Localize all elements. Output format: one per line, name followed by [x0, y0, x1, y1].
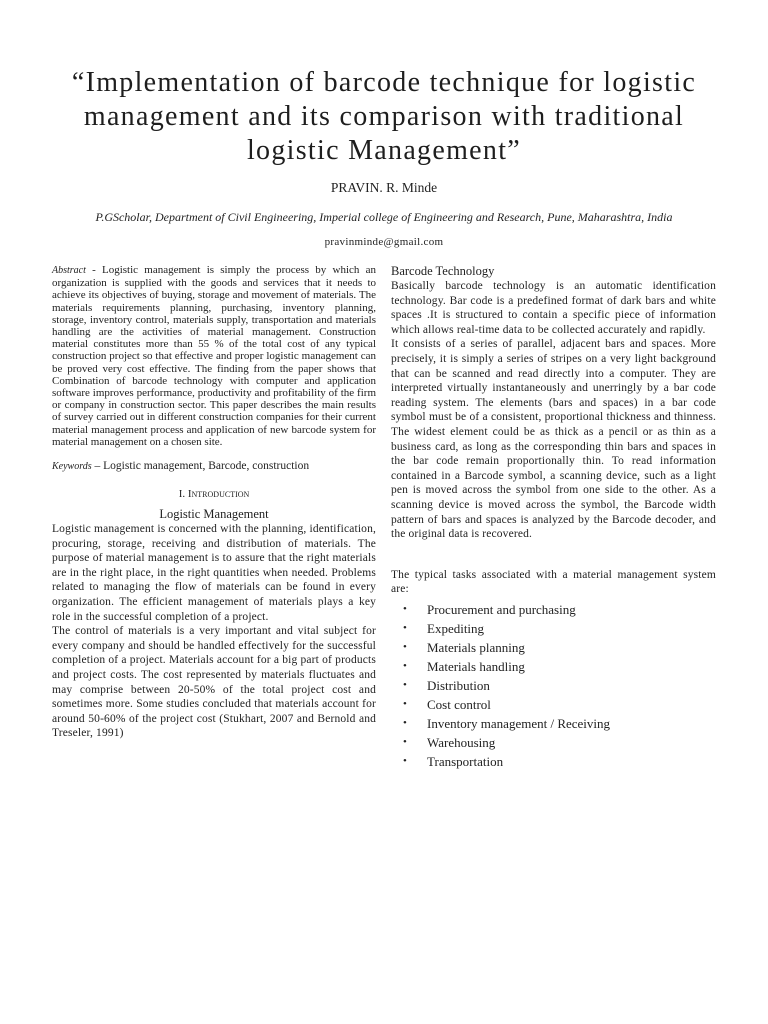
abstract-text: - Logistic management is simply the process by which an organization is supplied with the goods and services that it needs to achieve its objectives of buying, storage and movement of materials. The materials requirements planning, purchasing, inventory planning, storage, inventory control, materials supply, transportation and materials handling are the activities of material management. Construction material constitutes more than 55 % of the total cost of any typical construction project so that effective and proper logistic management can be proved very cost effective. The finding from the paper shows that Combination of barcode technology with computer and application software improves performance, productivity and profitability of the firm or company in construction sector. This paper describes the main results of survey carried out in different construction companies for their current material management process and application of new barcode system for material management on a chosen site. — [52, 264, 376, 448]
keywords — [52, 460, 376, 472]
section-title: Introduction — [187, 488, 250, 501]
list-item — [391, 714, 716, 733]
bullet-icon: • — [403, 659, 407, 672]
list-item-text: Transportation — [427, 753, 504, 769]
bullet-icon: • — [403, 678, 407, 691]
right-column — [391, 264, 716, 771]
keywords-label: Keywords — [52, 461, 92, 473]
list-item — [391, 733, 716, 752]
barcode-technology-heading: Barcode Technology — [391, 264, 495, 278]
list-item — [391, 676, 716, 695]
list-item — [391, 695, 716, 714]
barcode-paragraph-1: Basically barcode technology is an automatic identification technology. Bar code is a predefined format of dark bars and white spaces .It is structured to contain a specific piece of information which allows real-time data to be collected accurately and rapidly. — [391, 280, 716, 336]
left-column — [52, 264, 376, 741]
list-item-text: Warehousing — [427, 734, 496, 750]
list-item-text: Distribution — [427, 677, 490, 693]
abstract — [52, 264, 376, 448]
author-affiliation: P.GScholar, Department of Civil Engineering, Imperial college of Engineering and Research, Pune, Maharashtra, India — [95, 210, 673, 224]
intro-paragraph-2: The control of materials is a very important and vital subject for every company and should be handled effectively for the successful completion of a project. Materials account for a big part of products and project costs. The cost represented by materials fluctuates and may comprise between 20-50% of the total project cost and sometimes more. Some studies concluded that materials account for around 50-60% of the project cost (Stukhart, 2007 and Bernold and Treseler, 1991) — [52, 625, 376, 740]
intro-paragraph-1: Logistic management is concerned with the planning, identification, procuring, storage, receiving and distribution of materials. The purpose of material management is to assure that the right materials are in the right place, in the right quantities when needed. Problems related to managing the flow of materials can be found in every organization. The efficient management of materials plays a key role in the successful completion of a project. — [52, 523, 376, 623]
section-number: I. — [178, 488, 186, 501]
author-name: PRAVIN. R. Minde — [330, 180, 438, 195]
task-list — [391, 600, 716, 771]
barcode-paragraph-2: It consists of a series of parallel, adjacent bars and spaces. More precisely, it is simply a series of stripes on a very light background that can be scanned and read directly into a computer. They are interpreted virtually instantaneously and unerringly by a bar code reading system. The elements (bars and spaces) in a bar code symbol must be of a consistent, proportional thickness and thinness. The widest element could be as thick as a pencil or as thin as a business card, as long as the corresponding thin bars and spaces in the bar code remain proportionally thin. To read information contained in a Barcode symbol, a scanning device, such as a light pen is moved across the symbol from one side to the other. As a scanning device is moved across the symbol, the Barcode width pattern of bars and spaces is analyzed by the Barcode decoder, and the original data is recovered. — [391, 338, 716, 541]
subheading-logistic-management: Logistic Management — [159, 507, 269, 522]
list-item — [391, 657, 716, 676]
bullet-icon: • — [403, 735, 407, 748]
bullet-icon: • — [403, 697, 407, 710]
list-item-text: Inventory management / Receiving — [427, 715, 611, 731]
list-item — [391, 600, 716, 619]
list-item-text: Expediting — [427, 620, 485, 636]
list-item — [391, 619, 716, 638]
bullet-icon: • — [403, 621, 407, 634]
abstract-label: Abstract — [52, 265, 86, 276]
bullet-icon: • — [403, 716, 407, 729]
tasks-intro: The typical tasks associated with a material management system are: — [391, 568, 716, 596]
section-heading-introduction — [52, 488, 376, 500]
bullet-icon: • — [403, 640, 407, 653]
list-item — [391, 752, 716, 771]
list-item-text: Procurement and purchasing — [427, 601, 576, 617]
list-item-text: Cost control — [427, 696, 491, 712]
paper-title: “Implementation of barcode technique for logistic management and its comparison with traditional logistic Management” — [71, 67, 697, 166]
list-item — [391, 638, 716, 657]
list-item-text: Materials handling — [427, 658, 525, 674]
list-item-text: Materials planning — [427, 639, 525, 655]
bullet-icon: • — [403, 754, 407, 767]
keywords-text: – Logistic management, Barcode, construction — [91, 460, 310, 473]
bullet-icon: • — [403, 602, 407, 615]
author-email: pravinminde@gmail.com — [324, 236, 444, 248]
